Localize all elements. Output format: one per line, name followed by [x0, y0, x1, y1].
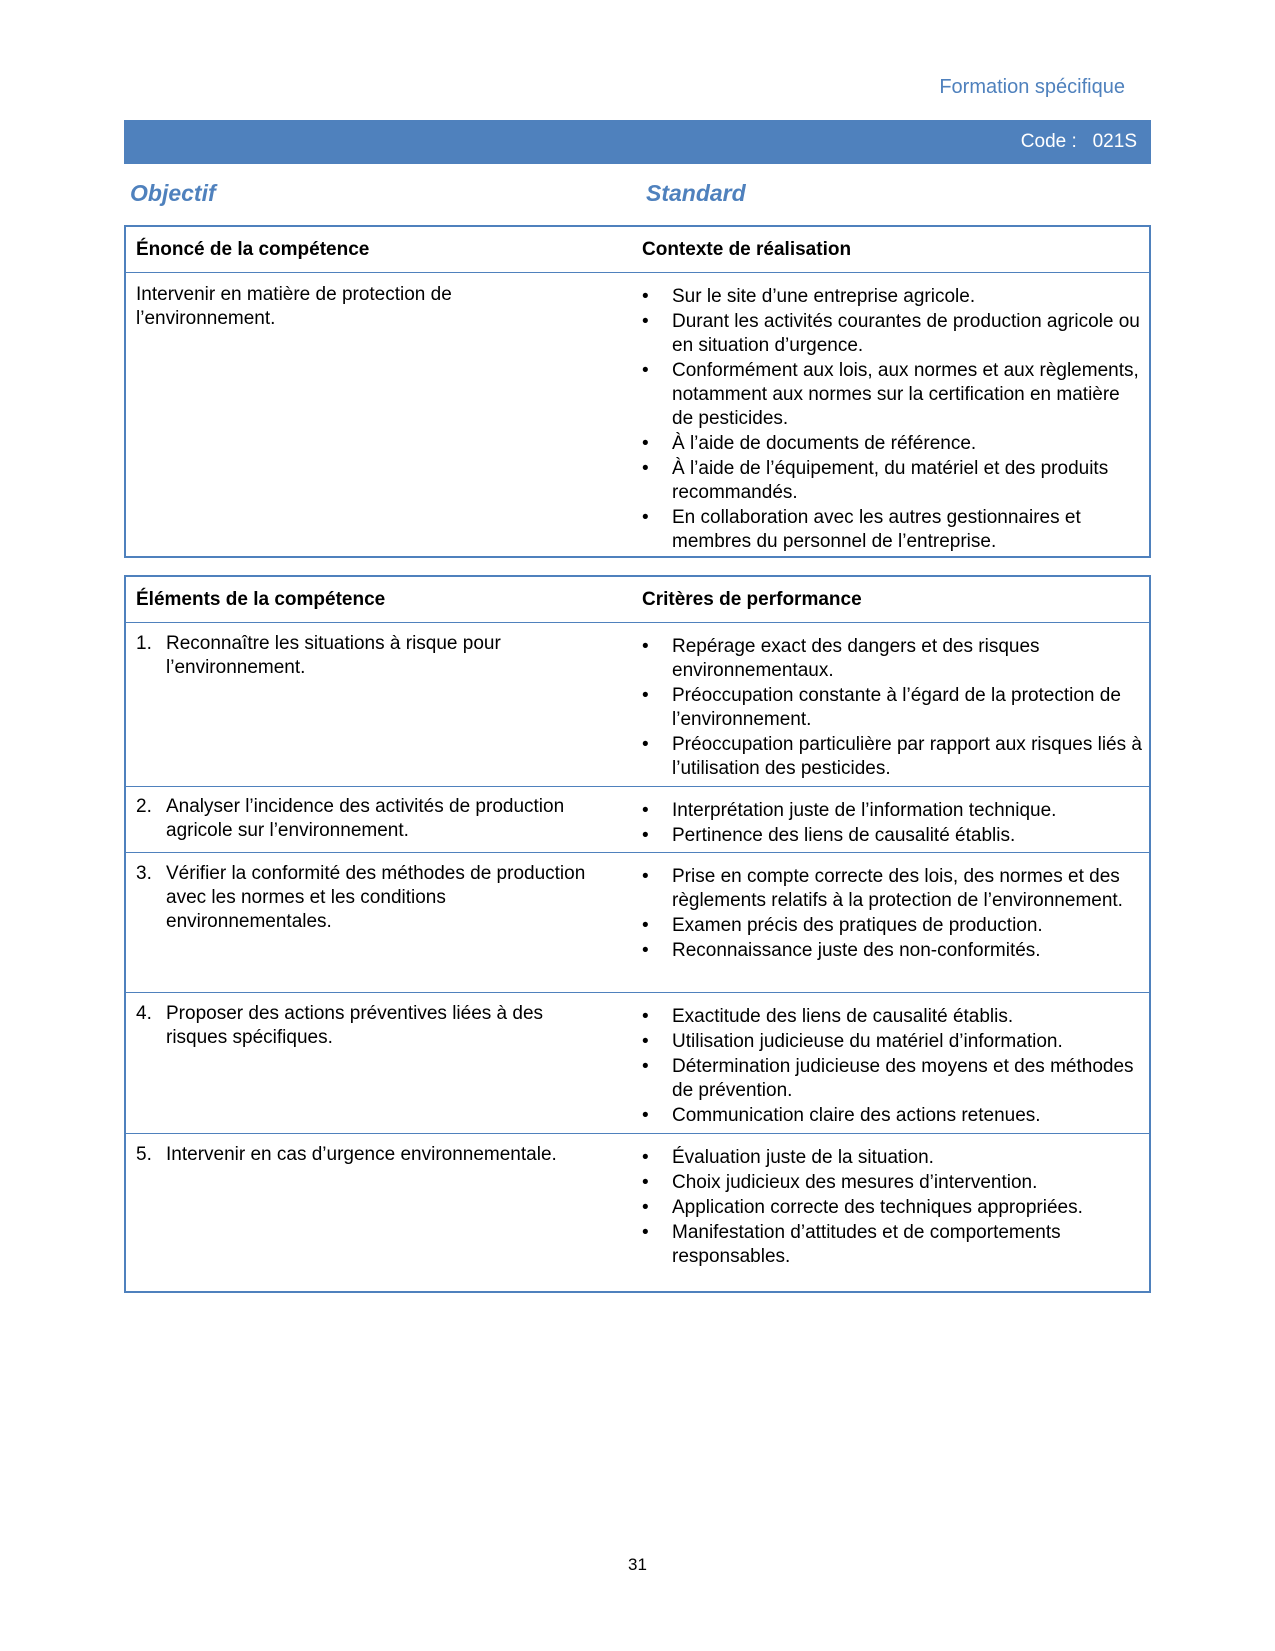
competency-element [136, 1143, 606, 1167]
table-row [126, 853, 1149, 993]
criterion-item: • Prise en compte correcte des lois, des normes et des règlements relatifs à la protection de l’environnement. [642, 865, 1142, 913]
criterion-item: • Exactitude des liens de causalité établis. [642, 1005, 1142, 1029]
standard-heading: Standard [646, 180, 746, 206]
table-row [126, 623, 1149, 787]
criterion-item: • Examen précis des pratiques de production. [642, 914, 1142, 938]
elements-header: Éléments de la compétence [136, 589, 386, 610]
context-item: • Durant les activités courantes de production agricole ou en situation d’urgence. [642, 310, 1142, 358]
statement-line: Intervenir en matière de protection de [136, 284, 452, 305]
competency-element [136, 795, 606, 843]
page-number: 31 [628, 1555, 647, 1574]
criterion-item: • Préoccupation particulière par rapport aux risques liés à l’utilisation des pesticides. [642, 733, 1142, 781]
elements-table-header [126, 577, 1149, 623]
criterion-item: • Manifestation d’attitudes et de comportements responsables. [642, 1221, 1142, 1269]
context-item: • À l’aide de l’équipement, du matériel et des produits recommandés. [642, 457, 1142, 505]
context-item: • En collaboration avec les autres gestionnaires et membres du personnel de l’entreprise. [642, 506, 1142, 554]
element-text: Proposer des actions préventives liées à des risques spécifiques. [166, 1003, 544, 1048]
element-number: 1. [136, 633, 152, 654]
element-text: Intervenir en cas d’urgence environnementale. [166, 1144, 557, 1165]
statement-line: l’environnement. [136, 308, 276, 329]
statement-table-header [126, 227, 1149, 273]
statement-header: Énoncé de la compétence [136, 239, 370, 260]
context-item: • À l’aide de documents de référence. [642, 432, 1142, 456]
criterion-item: • Choix judicieux des mesures d’intervention. [642, 1171, 1142, 1195]
criterion-item: • Repérage exact des dangers et des risques environnementaux. [642, 635, 1142, 683]
criterion-item: • Évaluation juste de la situation. [642, 1146, 1142, 1170]
context-item: • Sur le site d’une entreprise agricole. [642, 285, 1142, 309]
table-row [126, 787, 1149, 853]
criterion-item: • Communication claire des actions retenues. [642, 1104, 1142, 1128]
competency-code: Code : 021S [1020, 131, 1137, 152]
objective-heading: Objectif [130, 180, 216, 206]
context-list [642, 285, 1142, 555]
element-number: 2. [136, 796, 152, 817]
criteria-header: Critères de performance [642, 589, 862, 610]
elements-table [124, 575, 1151, 1293]
competency-element [136, 862, 606, 934]
competency-element [136, 1002, 606, 1050]
criterion-item: • Préoccupation constante à l’égard de la protection de l’environnement. [642, 684, 1142, 732]
competency-element [136, 632, 606, 680]
criterion-item: • Pertinence des liens de causalité établis. [642, 824, 1142, 848]
criterion-item: • Interprétation juste de l’information technique. [642, 799, 1142, 823]
context-header: Contexte de réalisation [642, 239, 852, 260]
table-row [126, 993, 1149, 1134]
context-item: • Conformément aux lois, aux normes et aux règlements, notamment aux normes sur la certification en matière de pesticides. [642, 359, 1142, 431]
criterion-item: • Application correcte des techniques appropriées. [642, 1196, 1142, 1220]
criterion-item: • Détermination judicieuse des moyens et des méthodes de prévention. [642, 1055, 1142, 1103]
element-number: 4. [136, 1003, 152, 1024]
criterion-item: • Utilisation judicieuse du matériel d’information. [642, 1030, 1142, 1054]
section-title: Formation spécifique [939, 76, 1125, 98]
element-text: Analyser l’incidence des activités de production agricole sur l’environnement. [166, 796, 565, 841]
element-number: 5. [136, 1144, 152, 1165]
element-number: 3. [136, 863, 152, 884]
competency-statement [136, 283, 606, 331]
element-text: Vérifier la conformité des méthodes de production avec les normes et les conditions environnementales. [166, 863, 586, 932]
criterion-item: • Reconnaissance juste des non-conformités. [642, 939, 1142, 963]
code-banner [124, 120, 1151, 164]
table-row [126, 1134, 1149, 1291]
column-headings [124, 180, 1151, 212]
statement-table [124, 225, 1151, 558]
element-text: Reconnaître les situations à risque pour l’environnement. [166, 633, 501, 678]
